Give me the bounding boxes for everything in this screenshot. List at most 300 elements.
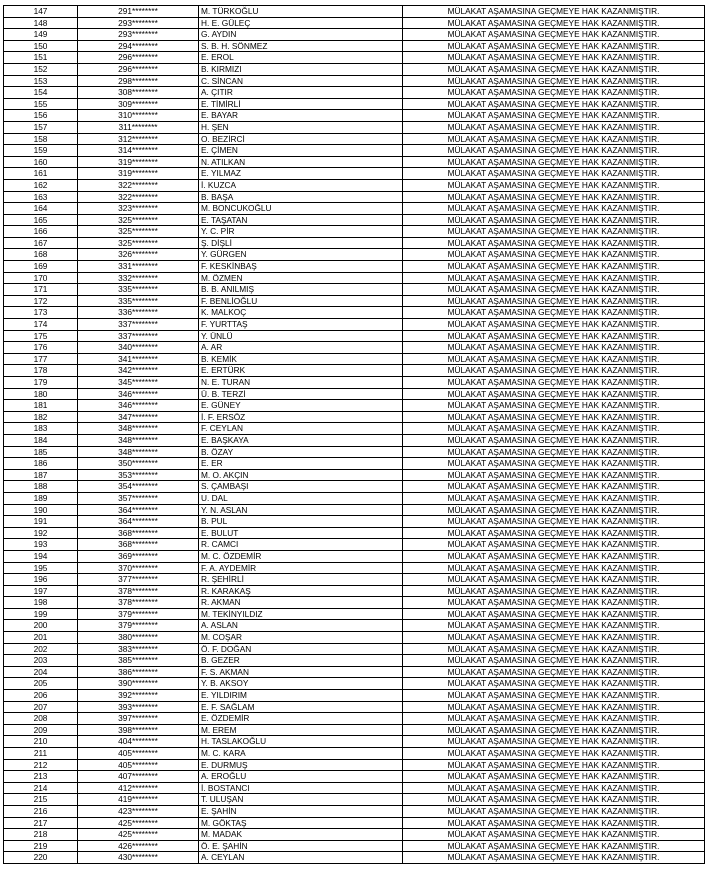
candidate-name: B. ÖZAY xyxy=(199,446,403,458)
candidate-name: F. A. AYDEMİR xyxy=(199,562,403,574)
candidate-name: Ö. F. DOĞAN xyxy=(199,643,403,655)
table-row xyxy=(4,307,705,319)
table-row xyxy=(4,52,705,64)
masked-id: 369******** xyxy=(78,550,199,562)
row-number: 182 xyxy=(4,411,78,423)
masked-id: 332******** xyxy=(78,272,199,284)
result-status: MÜLAKAT AŞAMASINA GEÇMEYE HAK KAZANMIŞTIR. xyxy=(403,179,705,191)
masked-id: 319******** xyxy=(78,168,199,180)
result-status: MÜLAKAT AŞAMASINA GEÇMEYE HAK KAZANMIŞTIR. xyxy=(403,133,705,145)
result-status: MÜLAKAT AŞAMASINA GEÇMEYE HAK KAZANMIŞTIR. xyxy=(403,319,705,331)
result-status: MÜLAKAT AŞAMASINA GEÇMEYE HAK KAZANMIŞTIR. xyxy=(403,75,705,87)
table-row xyxy=(4,63,705,75)
table-row xyxy=(4,585,705,597)
candidate-name: U. DAL xyxy=(199,492,403,504)
result-status: MÜLAKAT AŞAMASINA GEÇMEYE HAK KAZANMIŞTIR. xyxy=(403,574,705,586)
result-status: MÜLAKAT AŞAMASINA GEÇMEYE HAK KAZANMIŞTIR. xyxy=(403,632,705,644)
table-row xyxy=(4,75,705,87)
candidate-name: B. KIRMIZI xyxy=(199,63,403,75)
row-number: 216 xyxy=(4,805,78,817)
result-status: MÜLAKAT AŞAMASINA GEÇMEYE HAK KAZANMIŞTIR. xyxy=(403,724,705,736)
result-status: MÜLAKAT AŞAMASINA GEÇMEYE HAK KAZANMIŞTIR. xyxy=(403,504,705,516)
table-row xyxy=(4,539,705,551)
masked-id: 398******** xyxy=(78,724,199,736)
table-row xyxy=(4,353,705,365)
table-row xyxy=(4,423,705,435)
table-row xyxy=(4,527,705,539)
result-status: MÜLAKAT AŞAMASINA GEÇMEYE HAK KAZANMIŞTIR. xyxy=(403,829,705,841)
masked-id: 337******** xyxy=(78,330,199,342)
masked-id: 405******** xyxy=(78,748,199,760)
result-status: MÜLAKAT AŞAMASINA GEÇMEYE HAK KAZANMIŞTIR. xyxy=(403,666,705,678)
result-status: MÜLAKAT AŞAMASINA GEÇMEYE HAK KAZANMIŞTIR. xyxy=(403,852,705,864)
candidate-name: Ö. E. ŞAHİN xyxy=(199,840,403,852)
candidate-name: M. C. ÖZDEMİR xyxy=(199,550,403,562)
candidate-name: Ü. B. TERZİ xyxy=(199,388,403,400)
table-row xyxy=(4,817,705,829)
masked-id: 326******** xyxy=(78,249,199,261)
row-number: 175 xyxy=(4,330,78,342)
row-number: 218 xyxy=(4,829,78,841)
candidate-name: İ. F. ERSÖZ xyxy=(199,411,403,423)
row-number: 187 xyxy=(4,469,78,481)
result-status: MÜLAKAT AŞAMASINA GEÇMEYE HAK KAZANMIŞTIR. xyxy=(403,63,705,75)
table-row xyxy=(4,829,705,841)
row-number: 154 xyxy=(4,87,78,99)
masked-id: 325******** xyxy=(78,237,199,249)
row-number: 207 xyxy=(4,701,78,713)
candidate-name: M. GÖKTAŞ xyxy=(199,817,403,829)
table-row xyxy=(4,840,705,852)
masked-id: 341******** xyxy=(78,353,199,365)
row-number: 211 xyxy=(4,748,78,760)
result-status: MÜLAKAT AŞAMASINA GEÇMEYE HAK KAZANMIŞTIR. xyxy=(403,782,705,794)
result-status: MÜLAKAT AŞAMASINA GEÇMEYE HAK KAZANMIŞTIR. xyxy=(403,365,705,377)
masked-id: 354******** xyxy=(78,481,199,493)
row-number: 158 xyxy=(4,133,78,145)
table-row xyxy=(4,237,705,249)
masked-id: 364******** xyxy=(78,516,199,528)
candidate-name: E. ŞAHİN xyxy=(199,805,403,817)
row-number: 167 xyxy=(4,237,78,249)
candidate-name: B. KEMİK xyxy=(199,353,403,365)
row-number: 215 xyxy=(4,794,78,806)
result-status: MÜLAKAT AŞAMASINA GEÇMEYE HAK KAZANMIŞTIR. xyxy=(403,771,705,783)
row-number: 219 xyxy=(4,840,78,852)
result-status: MÜLAKAT AŞAMASINA GEÇMEYE HAK KAZANMIŞTIR. xyxy=(403,295,705,307)
table-row xyxy=(4,655,705,667)
masked-id: 296******** xyxy=(78,52,199,64)
row-number: 209 xyxy=(4,724,78,736)
table-row xyxy=(4,98,705,110)
result-status: MÜLAKAT AŞAMASINA GEÇMEYE HAK KAZANMIŞTIR. xyxy=(403,330,705,342)
result-status: MÜLAKAT AŞAMASINA GEÇMEYE HAK KAZANMIŞTIR. xyxy=(403,655,705,667)
result-status: MÜLAKAT AŞAMASINA GEÇMEYE HAK KAZANMIŞTIR. xyxy=(403,40,705,52)
masked-id: 390******** xyxy=(78,678,199,690)
masked-id: 357******** xyxy=(78,492,199,504)
candidate-name: F. S. AKMAN xyxy=(199,666,403,678)
candidate-name: E. TİMİRLİ xyxy=(199,98,403,110)
masked-id: 325******** xyxy=(78,214,199,226)
row-number: 172 xyxy=(4,295,78,307)
row-number: 212 xyxy=(4,759,78,771)
row-number: 210 xyxy=(4,736,78,748)
row-number: 155 xyxy=(4,98,78,110)
candidate-name: E. GÜNEY xyxy=(199,400,403,412)
candidate-name: N. E. TURAN xyxy=(199,377,403,389)
table-row xyxy=(4,330,705,342)
candidate-name: B. PUL xyxy=(199,516,403,528)
row-number: 153 xyxy=(4,75,78,87)
candidate-name: T. ULUŞAN xyxy=(199,794,403,806)
table-row xyxy=(4,632,705,644)
masked-id: 335******** xyxy=(78,295,199,307)
masked-id: 392******** xyxy=(78,690,199,702)
masked-id: 296******** xyxy=(78,63,199,75)
table-row xyxy=(4,492,705,504)
row-number: 163 xyxy=(4,191,78,203)
result-status: MÜLAKAT AŞAMASINA GEÇMEYE HAK KAZANMIŞTIR. xyxy=(403,52,705,64)
row-number: 180 xyxy=(4,388,78,400)
result-status: MÜLAKAT AŞAMASINA GEÇMEYE HAK KAZANMIŞTIR. xyxy=(403,411,705,423)
candidate-name: E. BAYAR xyxy=(199,110,403,122)
table-row xyxy=(4,295,705,307)
masked-id: 393******** xyxy=(78,701,199,713)
table-row xyxy=(4,365,705,377)
candidate-name: M. TEKİNYILDIZ xyxy=(199,608,403,620)
table-row xyxy=(4,226,705,238)
row-number: 165 xyxy=(4,214,78,226)
candidate-name: A. ASLAN xyxy=(199,620,403,632)
masked-id: 342******** xyxy=(78,365,199,377)
result-status: MÜLAKAT AŞAMASINA GEÇMEYE HAK KAZANMIŞTIR. xyxy=(403,701,705,713)
row-number: 194 xyxy=(4,550,78,562)
masked-id: 336******** xyxy=(78,307,199,319)
result-status: MÜLAKAT AŞAMASINA GEÇMEYE HAK KAZANMIŞTIR. xyxy=(403,388,705,400)
table-row xyxy=(4,121,705,133)
result-status: MÜLAKAT AŞAMASINA GEÇMEYE HAK KAZANMIŞTIR. xyxy=(403,585,705,597)
table-row xyxy=(4,643,705,655)
masked-id: 331******** xyxy=(78,261,199,273)
table-row xyxy=(4,597,705,609)
masked-id: 319******** xyxy=(78,156,199,168)
result-status: MÜLAKAT AŞAMASINA GEÇMEYE HAK KAZANMIŞTIR. xyxy=(403,736,705,748)
candidate-name: M. MADAK xyxy=(199,829,403,841)
row-number: 147 xyxy=(4,6,78,18)
row-number: 148 xyxy=(4,17,78,29)
row-number: 213 xyxy=(4,771,78,783)
table-row xyxy=(4,168,705,180)
result-status: MÜLAKAT AŞAMASINA GEÇMEYE HAK KAZANMIŞTIR. xyxy=(403,759,705,771)
candidate-name: E. EROL xyxy=(199,52,403,64)
candidate-name: E. ERTÜRK xyxy=(199,365,403,377)
row-number: 205 xyxy=(4,678,78,690)
row-number: 201 xyxy=(4,632,78,644)
row-number: 178 xyxy=(4,365,78,377)
table-row xyxy=(4,481,705,493)
row-number: 184 xyxy=(4,434,78,446)
result-status: MÜLAKAT AŞAMASINA GEÇMEYE HAK KAZANMIŞTIR. xyxy=(403,191,705,203)
table-row xyxy=(4,6,705,18)
candidate-name: S. ÇAMBAŞI xyxy=(199,481,403,493)
table-row xyxy=(4,782,705,794)
result-status: MÜLAKAT AŞAMASINA GEÇMEYE HAK KAZANMIŞTIR. xyxy=(403,423,705,435)
row-number: 176 xyxy=(4,342,78,354)
table-row xyxy=(4,550,705,562)
result-status: MÜLAKAT AŞAMASINA GEÇMEYE HAK KAZANMIŞTIR. xyxy=(403,620,705,632)
result-status: MÜLAKAT AŞAMASINA GEÇMEYE HAK KAZANMIŞTIR. xyxy=(403,643,705,655)
masked-id: 345******** xyxy=(78,377,199,389)
row-number: 195 xyxy=(4,562,78,574)
result-status: MÜLAKAT AŞAMASINA GEÇMEYE HAK KAZANMIŞTIR. xyxy=(403,492,705,504)
masked-id: 397******** xyxy=(78,713,199,725)
table-row xyxy=(4,701,705,713)
candidate-name: R. KARAKAŞ xyxy=(199,585,403,597)
candidate-name: E. DURMUŞ xyxy=(199,759,403,771)
candidate-name: C. SİNCAN xyxy=(199,75,403,87)
masked-id: 425******** xyxy=(78,829,199,841)
table-row xyxy=(4,377,705,389)
result-status: MÜLAKAT AŞAMASINA GEÇMEYE HAK KAZANMIŞTIR. xyxy=(403,168,705,180)
candidate-name: E. TAŞATAN xyxy=(199,214,403,226)
row-number: 169 xyxy=(4,261,78,273)
table-row xyxy=(4,342,705,354)
table-row xyxy=(4,690,705,702)
row-number: 174 xyxy=(4,319,78,331)
table-row xyxy=(4,469,705,481)
table-row xyxy=(4,736,705,748)
masked-id: 430******** xyxy=(78,852,199,864)
row-number: 157 xyxy=(4,121,78,133)
table-row xyxy=(4,504,705,516)
candidate-name: F. YURTTAŞ xyxy=(199,319,403,331)
masked-id: 322******** xyxy=(78,191,199,203)
table-row xyxy=(4,562,705,574)
table-row xyxy=(4,678,705,690)
candidate-name: A. EROĞLU xyxy=(199,771,403,783)
table-row xyxy=(4,261,705,273)
row-number: 156 xyxy=(4,110,78,122)
row-number: 189 xyxy=(4,492,78,504)
table-row xyxy=(4,110,705,122)
table-row xyxy=(4,203,705,215)
row-number: 204 xyxy=(4,666,78,678)
row-number: 196 xyxy=(4,574,78,586)
candidate-name: E. ÇİMEN xyxy=(199,145,403,157)
row-number: 208 xyxy=(4,713,78,725)
candidate-name: O. BEZİRCİ xyxy=(199,133,403,145)
row-number: 217 xyxy=(4,817,78,829)
table-row xyxy=(4,191,705,203)
candidate-name: E. YILMAZ xyxy=(199,168,403,180)
masked-id: 378******** xyxy=(78,597,199,609)
row-number: 203 xyxy=(4,655,78,667)
row-number: 166 xyxy=(4,226,78,238)
result-status: MÜLAKAT AŞAMASINA GEÇMEYE HAK KAZANMIŞTIR. xyxy=(403,550,705,562)
candidate-name: E. BAŞKAYA xyxy=(199,434,403,446)
candidate-name: E. BULUT xyxy=(199,527,403,539)
candidate-name: Ş. DİŞLİ xyxy=(199,237,403,249)
candidate-name: R. AKMAN xyxy=(199,597,403,609)
masked-id: 294******** xyxy=(78,40,199,52)
row-number: 177 xyxy=(4,353,78,365)
result-status: MÜLAKAT AŞAMASINA GEÇMEYE HAK KAZANMIŞTIR. xyxy=(403,353,705,365)
masked-id: 368******** xyxy=(78,527,199,539)
row-number: 188 xyxy=(4,481,78,493)
table-row xyxy=(4,458,705,470)
masked-id: 298******** xyxy=(78,75,199,87)
result-status: MÜLAKAT AŞAMASINA GEÇMEYE HAK KAZANMIŞTIR. xyxy=(403,805,705,817)
masked-id: 370******** xyxy=(78,562,199,574)
result-status: MÜLAKAT AŞAMASINA GEÇMEYE HAK KAZANMIŞTIR. xyxy=(403,794,705,806)
result-status: MÜLAKAT AŞAMASINA GEÇMEYE HAK KAZANMIŞTIR. xyxy=(403,527,705,539)
row-number: 171 xyxy=(4,284,78,296)
row-number: 179 xyxy=(4,377,78,389)
table-row xyxy=(4,156,705,168)
masked-id: 380******** xyxy=(78,632,199,644)
masked-id: 312******** xyxy=(78,133,199,145)
candidate-name: H. ŞEN xyxy=(199,121,403,133)
candidate-name: M. BONCUKOĞLU xyxy=(199,203,403,215)
candidate-name: E. ÖZDEMİR xyxy=(199,713,403,725)
table-row xyxy=(4,608,705,620)
row-number: 220 xyxy=(4,852,78,864)
table-row xyxy=(4,87,705,99)
row-number: 214 xyxy=(4,782,78,794)
row-number: 192 xyxy=(4,527,78,539)
result-status: MÜLAKAT AŞAMASINA GEÇMEYE HAK KAZANMIŞTIR. xyxy=(403,748,705,760)
candidate-name: R. ŞEHİRLİ xyxy=(199,574,403,586)
row-number: 150 xyxy=(4,40,78,52)
row-number: 168 xyxy=(4,249,78,261)
result-status: MÜLAKAT AŞAMASINA GEÇMEYE HAK KAZANMIŞTIR. xyxy=(403,110,705,122)
result-status: MÜLAKAT AŞAMASINA GEÇMEYE HAK KAZANMIŞTIR. xyxy=(403,434,705,446)
masked-id: 379******** xyxy=(78,620,199,632)
result-status: MÜLAKAT AŞAMASINA GEÇMEYE HAK KAZANMIŞTIR. xyxy=(403,469,705,481)
table-row xyxy=(4,40,705,52)
result-status: MÜLAKAT AŞAMASINA GEÇMEYE HAK KAZANMIŞTIR. xyxy=(403,539,705,551)
table-row xyxy=(4,319,705,331)
candidate-name: H. TASLAKOĞLU xyxy=(199,736,403,748)
row-number: 149 xyxy=(4,29,78,41)
row-number: 206 xyxy=(4,690,78,702)
row-number: 202 xyxy=(4,643,78,655)
masked-id: 314******** xyxy=(78,145,199,157)
result-status: MÜLAKAT AŞAMASINA GEÇMEYE HAK KAZANMIŞTIR. xyxy=(403,214,705,226)
masked-id: 293******** xyxy=(78,29,199,41)
masked-id: 348******** xyxy=(78,446,199,458)
row-number: 197 xyxy=(4,585,78,597)
result-status: MÜLAKAT AŞAMASINA GEÇMEYE HAK KAZANMIŞTIR. xyxy=(403,121,705,133)
row-number: 151 xyxy=(4,52,78,64)
masked-id: 385******** xyxy=(78,655,199,667)
row-number: 162 xyxy=(4,179,78,191)
candidate-name: M. C. KARA xyxy=(199,748,403,760)
candidate-name: İ. KUZCA xyxy=(199,179,403,191)
row-number: 181 xyxy=(4,400,78,412)
candidate-name: Y. C. PİR xyxy=(199,226,403,238)
table-row xyxy=(4,748,705,760)
table-row xyxy=(4,666,705,678)
result-status: MÜLAKAT AŞAMASINA GEÇMEYE HAK KAZANMIŞTIR. xyxy=(403,342,705,354)
result-status: MÜLAKAT AŞAMASINA GEÇMEYE HAK KAZANMIŞTIR. xyxy=(403,237,705,249)
masked-id: 353******** xyxy=(78,469,199,481)
candidate-name: G. AYDIN xyxy=(199,29,403,41)
result-status: MÜLAKAT AŞAMASINA GEÇMEYE HAK KAZANMIŞTIR. xyxy=(403,272,705,284)
masked-id: 377******** xyxy=(78,574,199,586)
masked-id: 423******** xyxy=(78,805,199,817)
table-row xyxy=(4,574,705,586)
candidate-name: F. BENLİOĞLU xyxy=(199,295,403,307)
candidate-name: M. EREM xyxy=(199,724,403,736)
candidate-name: Y. GÜRGEN xyxy=(199,249,403,261)
masked-id: 386******** xyxy=(78,666,199,678)
row-number: 183 xyxy=(4,423,78,435)
masked-id: 378******** xyxy=(78,585,199,597)
masked-id: 310******** xyxy=(78,110,199,122)
candidate-name: M. COŞAR xyxy=(199,632,403,644)
row-number: 160 xyxy=(4,156,78,168)
result-status: MÜLAKAT AŞAMASINA GEÇMEYE HAK KAZANMIŞTIR. xyxy=(403,608,705,620)
table-row xyxy=(4,805,705,817)
masked-id: 311******** xyxy=(78,121,199,133)
table-row xyxy=(4,724,705,736)
candidate-name: E. F. SAĞLAM xyxy=(199,701,403,713)
candidate-name: İ. BOSTANCI xyxy=(199,782,403,794)
candidate-name: M. TÜRKOĞLU xyxy=(199,6,403,18)
row-number: 191 xyxy=(4,516,78,528)
result-status: MÜLAKAT AŞAMASINA GEÇMEYE HAK KAZANMIŞTIR. xyxy=(403,98,705,110)
candidate-name: Y. N. ASLAN xyxy=(199,504,403,516)
table-row xyxy=(4,759,705,771)
results-table xyxy=(3,5,705,864)
row-number: 173 xyxy=(4,307,78,319)
masked-id: 325******** xyxy=(78,226,199,238)
result-status: MÜLAKAT AŞAMASINA GEÇMEYE HAK KAZANMIŞTIR. xyxy=(403,87,705,99)
masked-id: 322******** xyxy=(78,179,199,191)
masked-id: 368******** xyxy=(78,539,199,551)
row-number: 193 xyxy=(4,539,78,551)
masked-id: 346******** xyxy=(78,400,199,412)
masked-id: 293******** xyxy=(78,17,199,29)
result-status: MÜLAKAT AŞAMASINA GEÇMEYE HAK KAZANMIŞTIR. xyxy=(403,446,705,458)
result-status: MÜLAKAT AŞAMASINA GEÇMEYE HAK KAZANMIŞTIR. xyxy=(403,6,705,18)
candidate-name: Y. B. AKSOY xyxy=(199,678,403,690)
masked-id: 348******** xyxy=(78,434,199,446)
result-status: MÜLAKAT AŞAMASINA GEÇMEYE HAK KAZANMIŞTIR. xyxy=(403,678,705,690)
result-status: MÜLAKAT AŞAMASINA GEÇMEYE HAK KAZANMIŞTIR. xyxy=(403,817,705,829)
table-row xyxy=(4,179,705,191)
candidate-name: K. MALKOÇ xyxy=(199,307,403,319)
table-row xyxy=(4,794,705,806)
result-status: MÜLAKAT AŞAMASINA GEÇMEYE HAK KAZANMIŞTIR. xyxy=(403,145,705,157)
result-status: MÜLAKAT AŞAMASINA GEÇMEYE HAK KAZANMIŞTIR. xyxy=(403,481,705,493)
row-number: 170 xyxy=(4,272,78,284)
result-status: MÜLAKAT AŞAMASINA GEÇMEYE HAK KAZANMIŞTIR. xyxy=(403,156,705,168)
result-status: MÜLAKAT AŞAMASINA GEÇMEYE HAK KAZANMIŞTIR. xyxy=(403,226,705,238)
masked-id: 404******** xyxy=(78,736,199,748)
masked-id: 405******** xyxy=(78,759,199,771)
result-status: MÜLAKAT AŞAMASINA GEÇMEYE HAK KAZANMIŞTIR. xyxy=(403,562,705,574)
masked-id: 350******** xyxy=(78,458,199,470)
candidate-name: B. B. ANILMIŞ xyxy=(199,284,403,296)
masked-id: 419******** xyxy=(78,794,199,806)
table-row xyxy=(4,29,705,41)
table-row xyxy=(4,272,705,284)
result-status: MÜLAKAT AŞAMASINA GEÇMEYE HAK KAZANMIŞTIR. xyxy=(403,400,705,412)
table-row xyxy=(4,516,705,528)
masked-id: 337******** xyxy=(78,319,199,331)
